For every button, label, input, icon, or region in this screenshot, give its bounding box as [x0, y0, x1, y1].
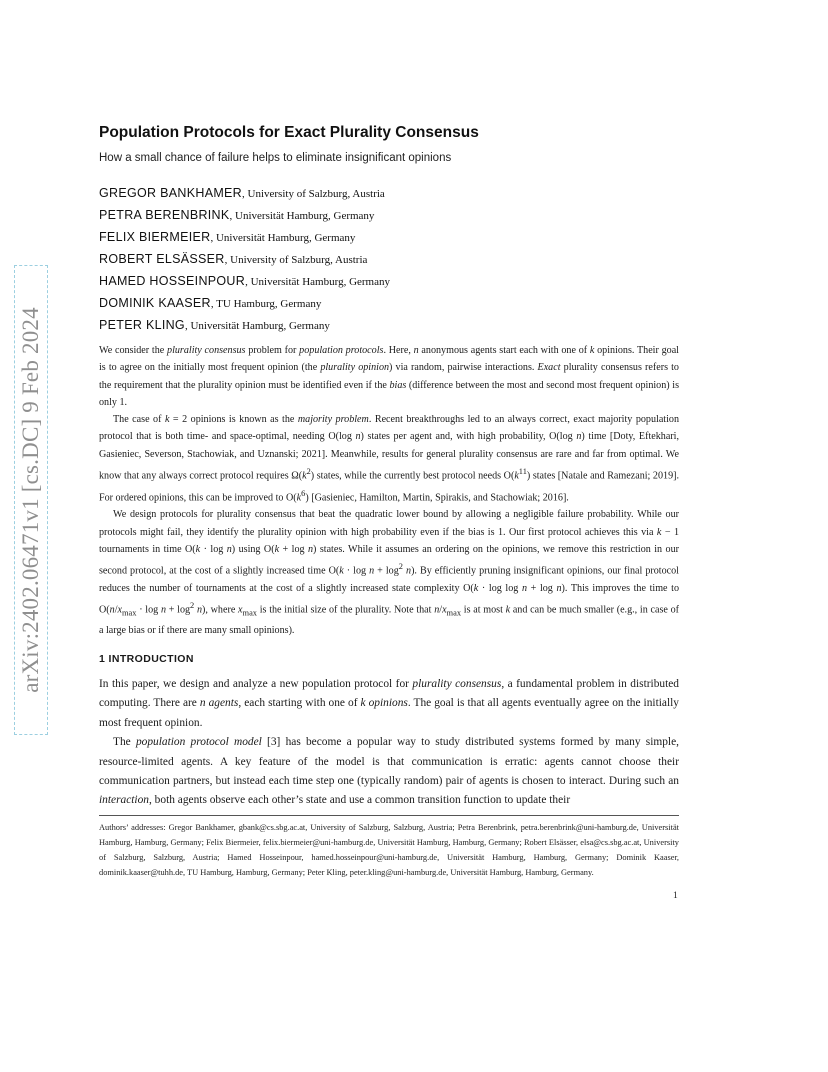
abstract-paragraph: The case of k = 2 opinions is known as the majority problem. Recent breakthroughs led to an always correct, exact majority population protocol that is both time- and space-optimal, needing O(log n) states per agent and, with high probability, O(log n) time [Doty, Eftekhari, Gasieniec, Severson, Stachowiak, and Uznanski; 2021]. Meanwhile, results for general plurality consensus are rare and far from optimal. We know that any always correct protocol requires $\Omega(k^2)$ states, while the currently best protocol needs $O(k^{11})$ states [Natale and Ramezani; 2019]. For ordered opinions, this can be improved to $O(k^6)$ [Gasieniec, Hamilton, Martin, Spirakis, and Stachowiak; 2016]. [99, 414, 679, 504]
author-entry [99, 204, 390, 226]
paper-subtitle: How a small chance of failure helps to eliminate insignificant opinions [99, 152, 452, 164]
author-affiliation: , Universität Hamburg, Germany [245, 276, 390, 288]
author-name: GREGOR BANKHAMER [99, 186, 243, 200]
author-name: DOMINIK KAASER [99, 296, 211, 310]
arxiv-stamp [14, 265, 48, 735]
page-number: 1 [673, 891, 678, 901]
author-affiliation: , University of Salzburg, Austria [242, 188, 385, 200]
author-entry [99, 182, 390, 204]
arxiv-id: arXiv:2402.06471v1 [cs.DC] 9 Feb 2024 [18, 307, 43, 693]
author-affiliation: , Universität Hamburg, Germany [184, 320, 330, 332]
abstract [99, 342, 679, 639]
abstract-paragraph: We design protocols for plurality consensus that beat the quadratic lower bound by allowing a negligible failure probability. While our protocols might fail, they identify the plurality opinion with high probability even if the bias is 1. Our first protocol achieves this via k − 1 tournaments in time O(k · log n) using O(k + log n) states. While it assumes an ordering on the opinions, we remove this restriction in our second protocol, at the cost of a slightly increased time $O(k \cdot \log n + \log^2 n)$. By efficiently pruning insignificant opinions, our final protocol reduces the number of tournaments at the cost of a slightly increased state complexity O(k · log log n + log n). This improves the time to $O(n/x_{max} \cdot \log n + \log^2 n)$, where $x_{max}$ is the initial size of the plurality. Note that $n/x_{max}$ is at most k and can be much smaller (e.g., in case of a large bias or if there are many small opinions). [99, 509, 680, 636]
body-paragraph: The population protocol model [3] has become a popular way to study distributed systems formed by many simple, resource-limited agents. A key feature of the model is that communication is erratic: agents cannot choose their communication partners, but instead each time step one (typically random) pair of agents is chosen to interact. During such an interaction, both agents observe each other’s state and use a common transition function to update their [99, 736, 679, 807]
author-name: FELIX BIERMEIER [99, 230, 211, 244]
author-list [99, 182, 390, 336]
body-paragraph: In this paper, we design and analyze a new population protocol for plurality consensus, a fundamental problem in distributed computing. There are n agents, each starting with one of k opinions. The goal is that all agents eventually agree on the initially most frequent opinion. [99, 678, 679, 729]
author-entry [99, 226, 390, 248]
author-name: ROBERT ELSÄSSER [99, 252, 225, 266]
footnote-rule [99, 815, 679, 816]
author-entry [99, 314, 390, 336]
section-heading: 1 INTRODUCTION [99, 653, 194, 665]
author-entry [99, 270, 390, 292]
author-entry [99, 248, 390, 270]
author-affiliation: , Universität Hamburg, Germany [229, 210, 375, 222]
author-affiliation: , Universität Hamburg, Germany [210, 232, 356, 244]
paper-title: Population Protocols for Exact Plurality Consensus [99, 124, 479, 141]
abstract-paragraph: We consider the plurality consensus problem for population protocols. Here, n anonymous agents start each with one of k opinions. Their goal is to agree on the initially most frequent opinion (the plurality opinion) via random, pairwise interactions. Exact plurality consensus refers to the requirement that the plurality opinion must be identified even if the bias (difference between the most and second most frequent opinion) is only 1. [99, 345, 679, 408]
author-name: PETRA BERENBRINK [99, 208, 230, 222]
author-name: PETER KLING [99, 318, 185, 332]
introduction-body [99, 675, 679, 811]
author-affiliation: , University of Salzburg, Austria [224, 254, 368, 266]
author-entry [99, 292, 390, 314]
author-name: HAMED HOSSEINPOUR [99, 274, 246, 288]
author-affiliation: , TU Hamburg, Germany [210, 298, 322, 310]
author-addresses-footnote: Authors’ addresses: Gregor Bankhamer, gbank@cs.sbg.ac.at, University of Salzburg, Salzburg, Austria; Petra Berenbrink, petra.berenbrink@uni-hamburg.de, Universität Hamburg, Hamburg, Germany; Felix Biermeier, felix.biermeier@uni-hamburg.de, Universität Hamburg, Hamburg, Germany; Robert Elsässer, elsa@cs.sbg.ac.at, University of Salzburg, Salzburg, Austria; Hamed Hosseinpour, hamed.hosseinpour@uni-hamburg.de, Universität Hamburg, Hamburg, Germany; Dominik Kaaser, dominik.kaaser@tuhh.de, TU Hamburg, Hamburg, Germany; Peter Kling, peter.kling@uni-hamburg.de, Universität Hamburg, Hamburg, Germany. [99, 823, 679, 877]
